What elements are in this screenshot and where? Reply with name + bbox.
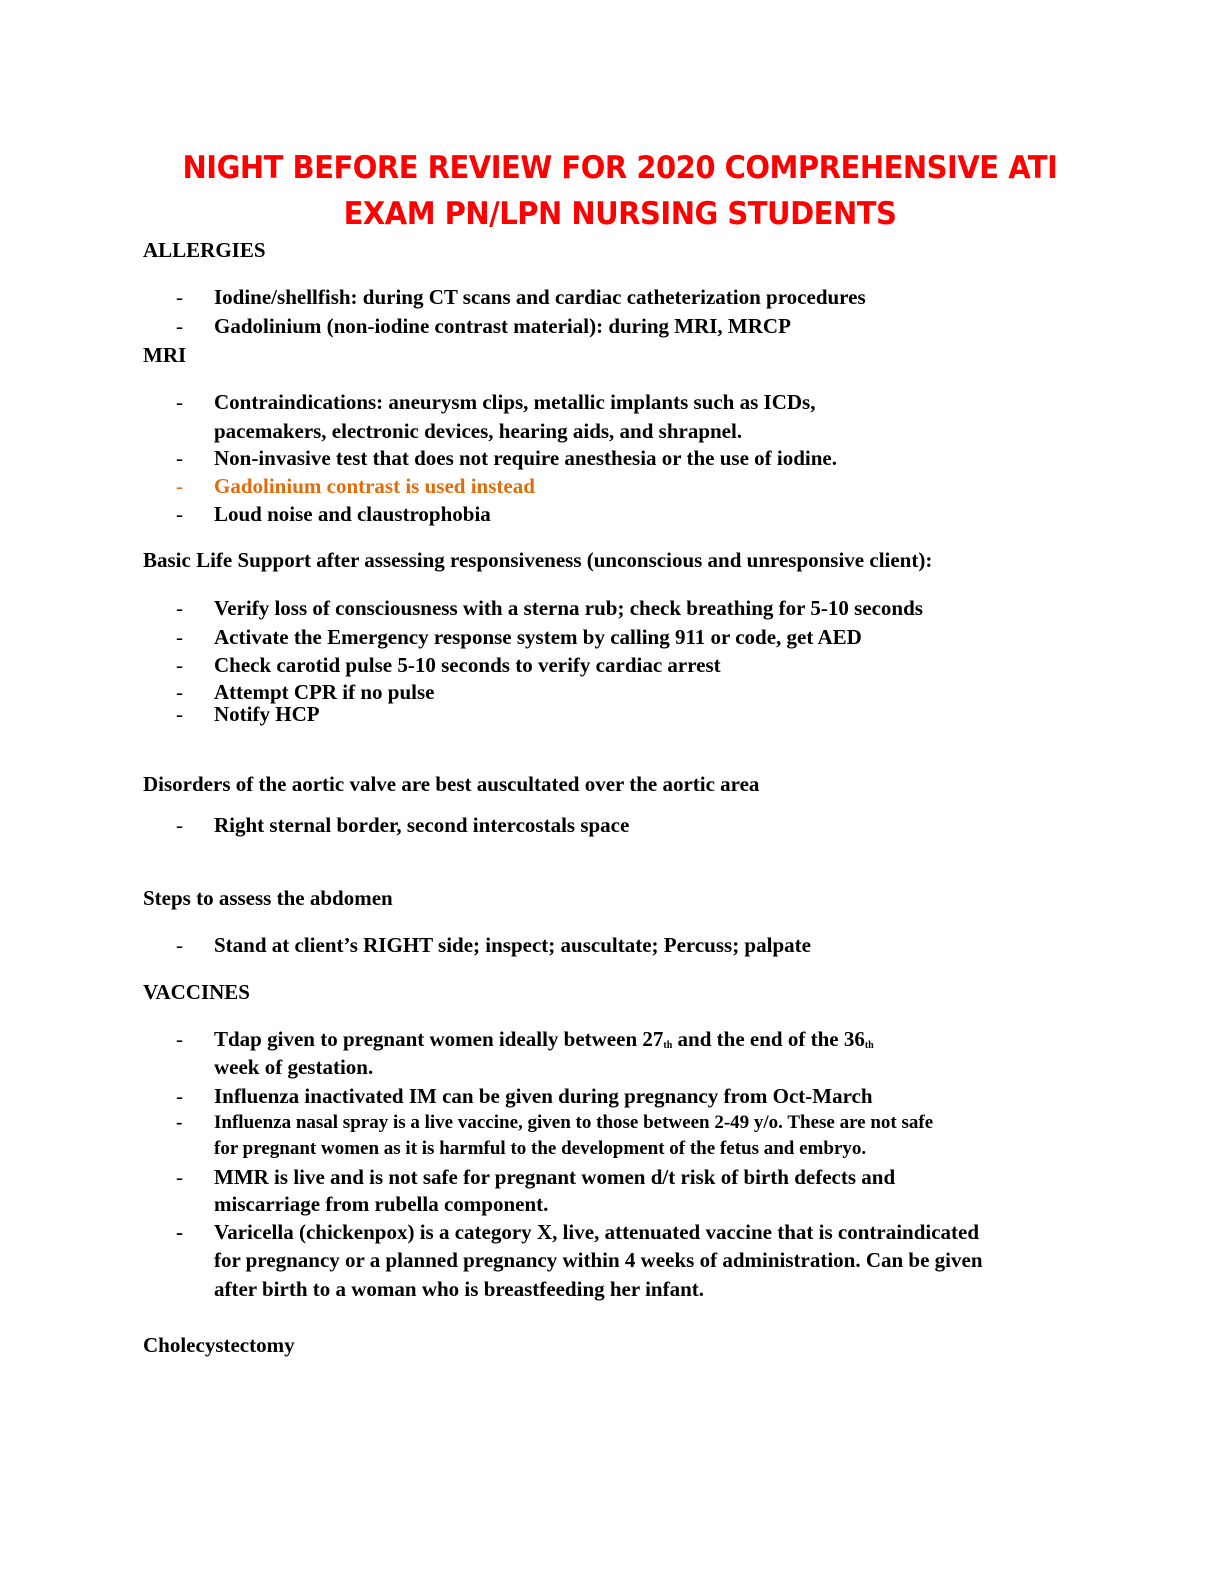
list-item [176, 1084, 873, 1109]
list-item-text: Notify HCP [214, 702, 320, 726]
bullet-dash: - [176, 1084, 183, 1108]
bullet-dash: - [176, 653, 183, 677]
bullet-dash: - [176, 625, 183, 649]
list-item-text: Attempt CPR if no pulse [214, 680, 435, 704]
bullet-dash: - [176, 390, 183, 414]
document-title-line-1: NIGHT BEFORE REVIEW FOR 2020 COMPREHENSIVE ATI [182, 148, 1058, 186]
bullet-dash: - [176, 1165, 183, 1189]
list-item-text: Varicella (chickenpox) is a category X, live, attenuated vaccine that is contraindicated [214, 1220, 980, 1244]
bullet-dash: - [176, 933, 183, 957]
bullet-dash: - [176, 702, 183, 726]
list-item-text: Iodine/shellfish: during CT scans and cardiac catheterization procedures [214, 285, 866, 309]
list-item-text: Loud noise and claustrophobia [214, 502, 491, 526]
aortic-heading: Disorders of the aortic valve are best auscultated over the aortic area [143, 772, 760, 796]
list-item-text: Influenza nasal spray is a live vaccine, given to those between 2-49 y/o. These are not safe [214, 1112, 934, 1133]
list-item-text: Verify loss of consciousness with a sterna rub; check breathing for 5-10 seconds [214, 596, 923, 620]
list-item [176, 653, 721, 678]
list-item-text: Influenza inactivated IM can be given during pregnancy from Oct-March [214, 1084, 873, 1108]
bullet-dash: - [176, 502, 183, 526]
list-item-text: Non-invasive test that does not require anesthesia or the use of iodine. [214, 446, 838, 470]
list-item-text: Contraindications: aneurysm clips, metallic implants such as ICDs, [214, 390, 816, 414]
list-item [176, 390, 815, 415]
document-title-line-2: EXAM PN/LPN NURSING STUDENTS [343, 194, 897, 232]
bullet-dash: - [176, 285, 183, 309]
list-item-text: Stand at client’s RIGHT side; inspect; auscultate; Percuss; palpate [214, 933, 811, 957]
bullet-dash: - [176, 314, 183, 338]
list-item-continuation: pacemakers, electronic devices, hearing aids, and shrapnel. [214, 419, 743, 443]
list-item [176, 285, 866, 310]
bullet-dash: - [176, 813, 183, 837]
list-item [176, 813, 629, 838]
bullet-dash: - [176, 1027, 183, 1051]
bullet-dash: - [176, 1220, 183, 1244]
list-item-highlighted [176, 474, 535, 499]
list-item [176, 502, 491, 527]
list-item-text: Gadolinium contrast is used instead [214, 474, 535, 498]
list-item-text: and the end of the 36 [672, 1027, 865, 1051]
vaccines-heading: VACCINES [143, 980, 250, 1004]
bullet-dash: - [176, 446, 183, 470]
mri-heading: MRI [143, 343, 187, 367]
list-item-continuation: for pregnancy or a planned pregnancy within 4 weeks of administration. Can be given [214, 1248, 983, 1272]
list-item [176, 314, 791, 339]
bls-heading: Basic Life Support after assessing responsiveness (unconscious and unresponsive client): [143, 548, 933, 572]
list-item [176, 1027, 874, 1052]
list-item [176, 702, 320, 727]
list-item-continuation: miscarriage from rubella component. [214, 1192, 549, 1216]
list-item-text: Tdap given to pregnant women ideally between 27 [214, 1027, 664, 1051]
bullet-dash: - [176, 1112, 183, 1133]
list-item-text: Activate the Emergency response system by calling 911 or code, get AED [214, 625, 862, 649]
ordinal-suffix: th [663, 1040, 673, 1051]
cholecystectomy-heading: Cholecystectomy [143, 1333, 295, 1357]
ordinal-suffix: th [864, 1040, 874, 1051]
list-item-continuation: for pregnant women as it is harmful to the development of the fetus and embryo. [214, 1138, 867, 1159]
allergies-heading: ALLERGIES [143, 238, 266, 262]
list-item-text: MMR is live and is not safe for pregnant women d/t risk of birth defects and [214, 1165, 896, 1189]
abdomen-heading: Steps to assess the abdomen [143, 886, 393, 910]
list-item [176, 1112, 933, 1134]
list-item-continuation: week of gestation. [214, 1055, 374, 1079]
bullet-dash: - [176, 474, 183, 498]
list-item [176, 1165, 895, 1190]
list-item [176, 446, 837, 471]
list-item [176, 596, 923, 621]
list-item-text: Right sternal border, second intercostals space [214, 813, 630, 837]
bullet-dash: - [176, 596, 183, 620]
list-item-text: Gadolinium (non-iodine contrast material): during MRI, MRCP [214, 314, 791, 338]
list-item-continuation: after birth to a woman who is breastfeeding her infant. [214, 1277, 704, 1301]
list-item-text: Check carotid pulse 5-10 seconds to verify cardiac arrest [214, 653, 721, 677]
list-item [176, 625, 862, 650]
list-item [176, 933, 811, 958]
bullet-dash: - [176, 680, 183, 704]
list-item [176, 1220, 979, 1245]
